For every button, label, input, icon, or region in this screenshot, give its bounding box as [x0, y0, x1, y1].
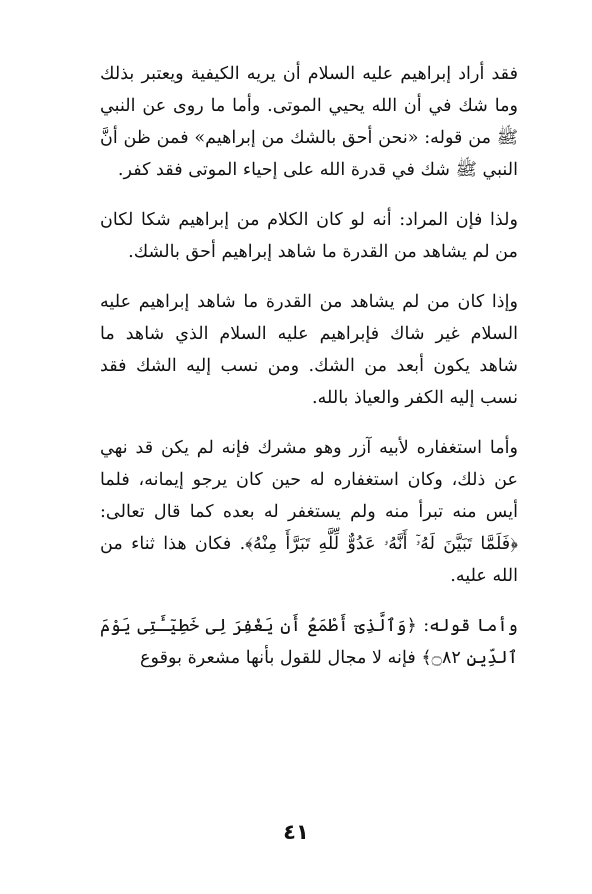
paragraph-ibrahim-doubt: فقد أراد إبراهيم عليه السلام أن يريه الكيفية ويعتبر بذلك وما شك في أن الله يحيي الموتى. وأما ما روى عن النبي ﷺ من قوله: «نحن أحق بالشك من إبراهيم» فمن ظن أنَّ النبي ﷺ شك في قدرة الله على إحياء الموتى فقد كفر. [100, 64, 518, 180]
paragraph-spacer [100, 186, 518, 204]
paragraph-istighfar: وأما استغفاره لأبيه آزر وهو مشرك فإنه لم يكن قد نهي عن ذلك، وكان استغفاره له حين كان يرجو إيمانه، فلما أيس منه تبرأ منه ولم يستغفر له بعده كما قال تعالى: ﴿فَلَمَّا تَبَيَّنَ لَهُۥٓ أَنَّهُۥ عَدُوٌّ لِّلَّهِ تَبَرَّأَ مِنْهُ﴾. فكان هذا ثناء من الله عليه. [100, 438, 518, 586]
paragraph-meaning: ولذا فإن المراد: أنه لو كان الكلام من إبراهيم شكا لكان من لم يشاهد من القدرة ما شاهد إبراهيم أحق بالشك. [100, 210, 518, 262]
paragraph-far-from-doubt: وإذا كان من لم يشاهد من القدرة ما شاهد إبراهيم عليه السلام غير شاك فإبراهيم عليه السلام الذي شاهد ما شاهد يكون أبعد من الشك. ومن نسب إليه الشك فقد نسب إليه الكفر والعياذ بالله. [100, 292, 518, 408]
page-body [100, 58, 518, 674]
paragraph-quran-quote: وأما قوله: ﴿وَٱلَّذِىٓ أَطْمَعُ أَن يَغْفِرَ لِى خَطِيٓـَٔتِى يَوْمَ ٱلدِّينِ ۝٨٢﴾ فإنه لا مجال للقول بأنها مشعرة بوقوع [100, 616, 518, 668]
page-number: ٤١ [283, 820, 309, 844]
paragraph-spacer [100, 414, 518, 432]
paragraph-spacer [100, 592, 518, 610]
paragraph-spacer [100, 268, 518, 286]
